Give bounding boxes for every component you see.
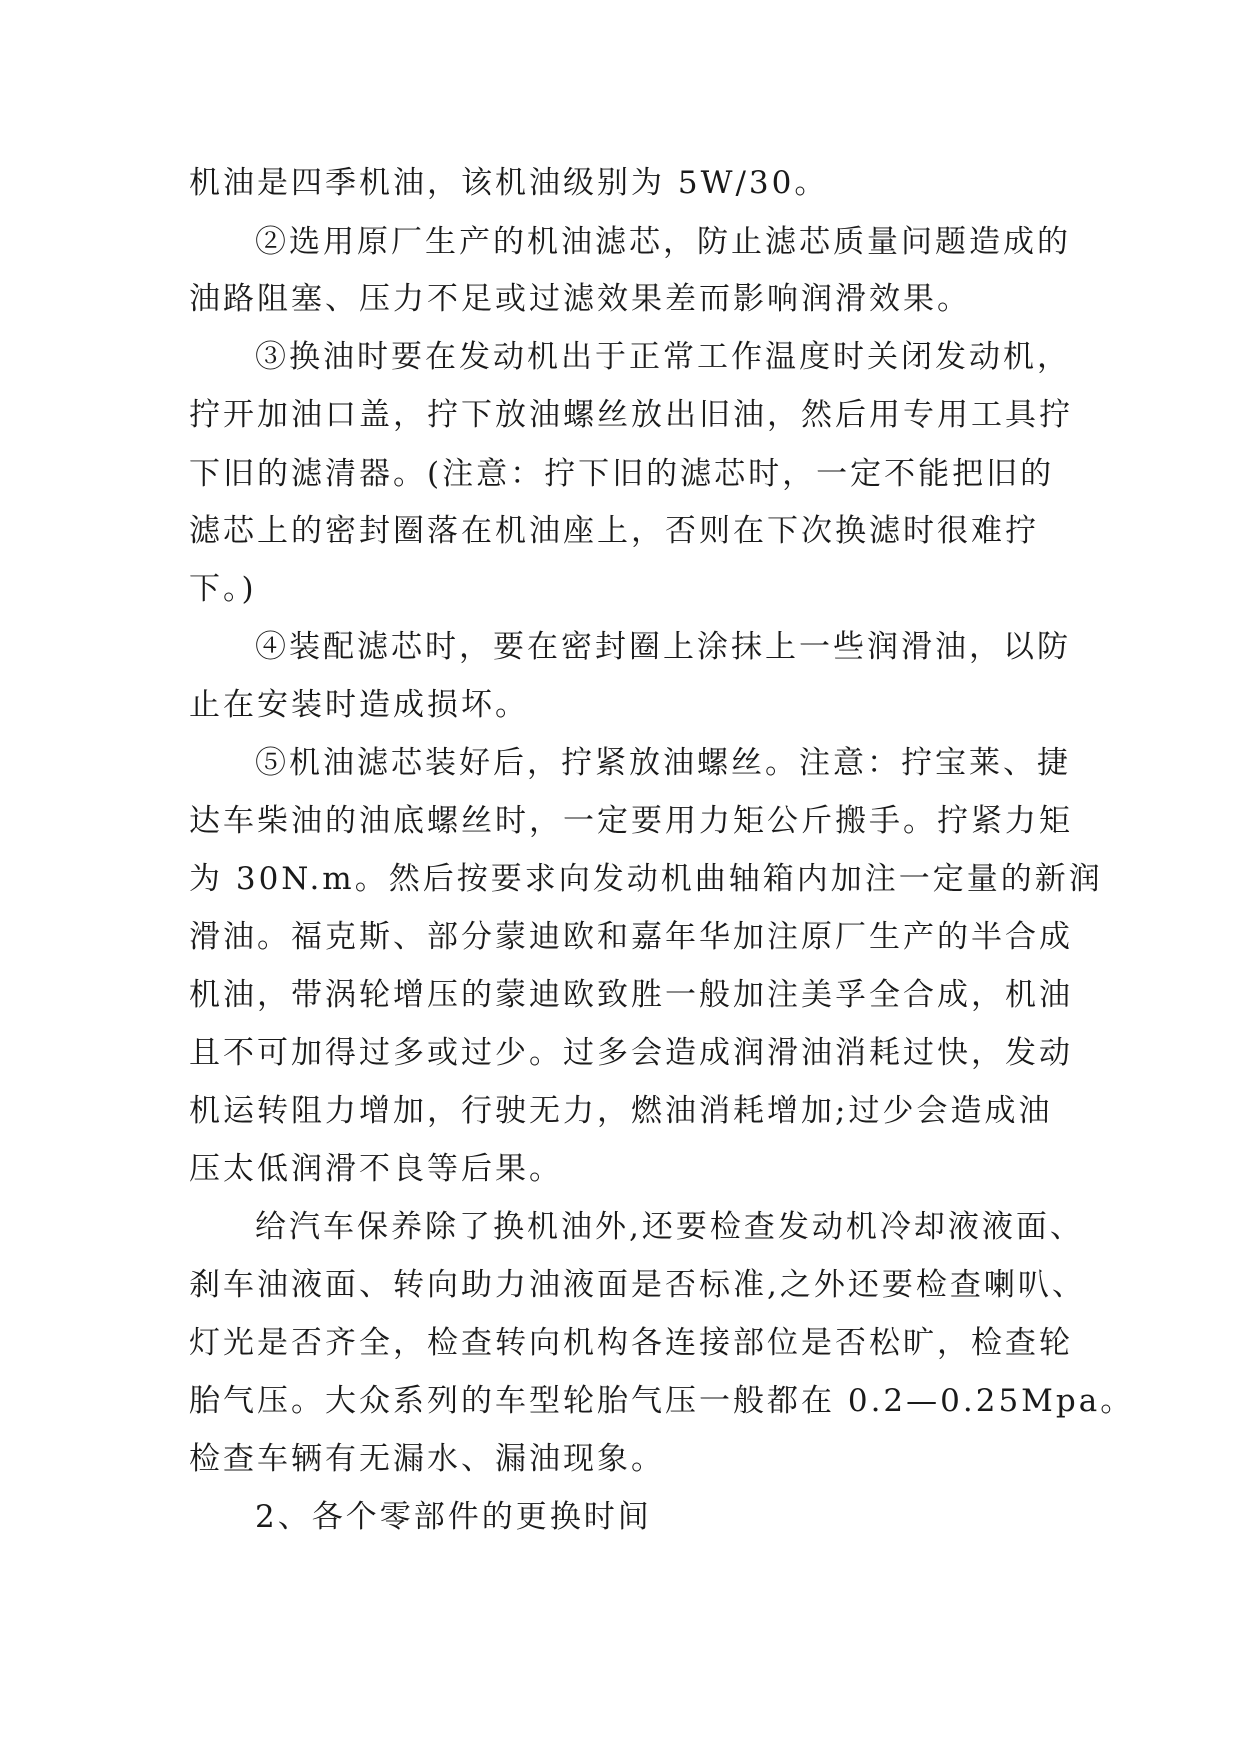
text-line: 止在安装时造成损坏。 xyxy=(189,687,529,723)
text-line: 机运转阻力增加，行驶无力，燃油消耗增加;过少会造成油 xyxy=(189,1093,1053,1129)
text-line: 给汽车保养除了换机油外,还要检查发动机冷却液液面、 xyxy=(255,1209,1084,1245)
text-line: 刹车油液面、转向助力油液面是否标准,之外还要检查喇叭、 xyxy=(189,1267,1086,1303)
text-line: 机油，带涡轮增压的蒙迪欧致胜一般加注美孚全合成，机油 xyxy=(189,977,1073,1013)
text-line: 油路阻塞、压力不足或过滤效果差而影响润滑效果。 xyxy=(189,281,971,317)
text-line: ②选用原厂生产的机油滤芯，防止滤芯质量问题造成的 xyxy=(255,224,1071,260)
text-line: 且不可加得过多或过少。过多会造成润滑油消耗过快，发动 xyxy=(189,1035,1073,1071)
text-line: 拧开加油口盖，拧下放油螺丝放出旧油，然后用专用工具拧 xyxy=(189,397,1073,433)
text-line: 滤芯上的密封圈落在机油座上，否则在下次换滤时很难拧 xyxy=(189,513,1039,549)
text-line: 下旧的滤清器。(注意：拧下旧的滤芯时，一定不能把旧的 xyxy=(189,456,1055,492)
text-line: 下。) xyxy=(189,571,257,607)
text-line: ③换油时要在发动机出于正常工作温度时关闭发动机， xyxy=(255,339,1071,375)
text-line: ⑤机油滤芯装好后，拧紧放油螺丝。注意：拧宝莱、捷 xyxy=(255,745,1071,781)
section-heading: 2、各个零部件的更换时间 xyxy=(255,1499,652,1535)
text-line: 滑油。福克斯、部分蒙迪欧和嘉年华加注原厂生产的半合成 xyxy=(189,919,1073,955)
text-line: ④装配滤芯时，要在密封圈上涂抹上一些润滑油，以防 xyxy=(255,629,1071,665)
text-line: 检查车辆有无漏水、漏油现象。 xyxy=(189,1441,665,1477)
text-line: 压太低润滑不良等后果。 xyxy=(189,1151,563,1187)
text-line: 胎气压。大众系列的车型轮胎气压一般都在 0.2—0.25Mpa。 xyxy=(189,1383,1135,1419)
text-line: 达车柴油的油底螺丝时，一定要用力矩公斤搬手。拧紧力矩 xyxy=(189,803,1073,839)
text-line: 灯光是否齐全，检查转向机构各连接部位是否松旷，检查轮 xyxy=(189,1325,1073,1361)
text-line: 为 30N.m。然后按要求向发动机曲轴箱内加注一定量的新润 xyxy=(189,861,1103,897)
text-line: 机油是四季机油，该机油级别为 5W/30。 xyxy=(189,165,829,201)
